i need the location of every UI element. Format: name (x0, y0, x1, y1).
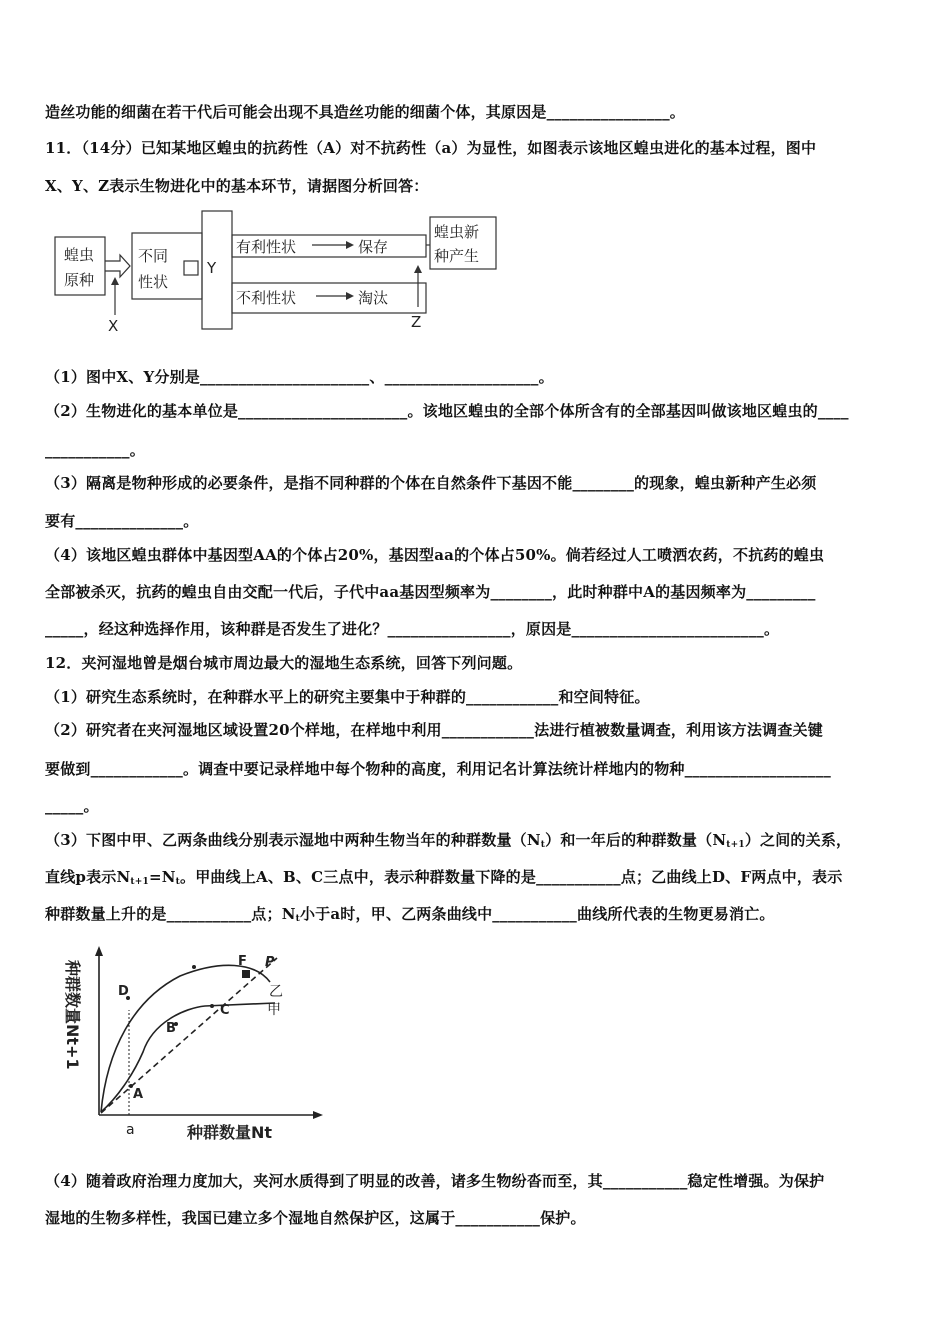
q11-part4: （4）该地区蝗虫群体中基因型AA的个体占20%，基因型aa的个体占50%。倘若经过人工喷洒农药，不抗药的蝗虫 (45, 546, 825, 564)
label-a-point: A (133, 1087, 144, 1102)
new-species-line2: 种产生 (434, 247, 480, 265)
x-label: X (108, 317, 119, 335)
evolution-diagram (50, 205, 510, 335)
curve-jia (101, 1003, 275, 1112)
x-axis-label: 种群数量Nt (187, 1123, 273, 1142)
q11-part4-line2: 全部被杀灭，抗药的蝗虫自由交配一代后，子代中aa基因型频率为________，此时种群中A的基因频率为_________ (45, 583, 816, 601)
q12-part4-line1: （4）随着政府治理力度加大，夹河水质得到了明显的改善，诸多生物纷沓而至，其___________稳定性增强。为保护 (45, 1172, 825, 1190)
label-b: B (166, 1021, 176, 1036)
q12-part4-line2: 湿地的生物多样性，我国已建立多个湿地自然保护区，这属于___________保护。 (45, 1209, 586, 1227)
question-12-intro: 12．夹河湿地曾是烟台城市周边最大的湿地生态系统，回答下列问题。 (45, 654, 523, 672)
variation-line1: 不同 (138, 247, 169, 265)
y-axis-label: 种群数量Nt+1 (63, 960, 82, 1070)
q11-part4-line3: _____，经这种选择作用，该种群是否发生了进化？________________，原因是_________________________。 (45, 620, 780, 638)
population-graph (55, 940, 325, 1145)
label-f: F (238, 954, 247, 969)
q11-part3-cont: 要有______________。 (45, 512, 199, 530)
unfavorable-traits: 不利性状 (236, 289, 297, 307)
origin-line1: 蝗虫 (64, 246, 95, 264)
label-yi: 乙 (269, 984, 283, 1000)
z-label: Z (411, 313, 422, 331)
q11-part2-cont: ___________。 (45, 441, 145, 459)
favorable-traits: 有利性状 (236, 238, 297, 256)
label-d: D (118, 984, 129, 999)
text-line-1: 造丝功能的细菌在若干代后可能会出现不具造丝功能的细菌个体，其原因是________________。 (45, 103, 686, 121)
point-c (210, 1004, 214, 1008)
variation-line2: 性状 (138, 273, 169, 291)
new-species-line1: 蝗虫新 (434, 223, 480, 241)
q12-part3-line1: （3）下图中甲、乙两条曲线分别表示湿地中两种生物当年的种群数量$(N_t)$和一年后的种群数量$(N_{t+1})$之间的关系， (45, 831, 852, 850)
keep-label: 保存 (358, 238, 389, 256)
text-line-3: X、Y、Z表示生物进化中的基本环节，请据图分析回答： (45, 177, 429, 195)
q12-part2: （2）研究者在夹河湿地区域设置20个样地，在样地中利用____________法进行植被数量调查，利用该方法调查关键 (45, 721, 823, 739)
point-f (242, 970, 250, 978)
q11-part3: （3）隔离是物种形成的必要条件，是指不同种群的个体在自然条件下基因不能________的现象，蝗虫新种产生必须 (45, 474, 817, 492)
label-jia: 甲 (267, 1002, 281, 1018)
label-a-axis: a (126, 1122, 135, 1138)
question-11-intro: 11．（14分）已知某地区蝗虫的抗药性（A）对不抗药性（a）为显性，如图表示该地区蝗虫进化的基本过程，图中 (45, 139, 817, 157)
label-c: C (220, 1003, 230, 1018)
q12-part3-line3: 种群数量上升的是___________点；$N_t$小于a时，甲、乙两条曲线中___________曲线所代表的生物更易消亡。 (45, 905, 775, 924)
line-p (101, 958, 277, 1113)
q11-part1: （1）图中X、Y分别是______________________、____________________。 (45, 368, 554, 386)
q12-part1: （1）研究生态系统时，在种群水平上的研究主要集中于种群的____________和空间特征。 (45, 688, 650, 706)
q11-part2: （2）生物进化的基本单位是______________________。该地区蝗虫的全部个体所含有的全部基因叫做该地区蝗虫的____ (45, 402, 849, 420)
q12-part3-line2: 直线p表示$N_{t+1}=N_t$。甲曲线上A、B、C三点中，表示种群数量下降的是___________点；乙曲线上D、F两点中，表示 (45, 868, 843, 887)
q12-part2-line2: 要做到____________。调查中要记录样地中每个物种的高度，利用记名计算法统计样地内的物种___________________ (45, 760, 831, 778)
origin-line2: 原种 (64, 271, 95, 289)
eliminate-label: 淘汰 (358, 289, 389, 307)
label-p: P (265, 955, 275, 970)
y-label: Y (207, 259, 217, 277)
q12-part2-line3: _____。 (45, 797, 99, 815)
